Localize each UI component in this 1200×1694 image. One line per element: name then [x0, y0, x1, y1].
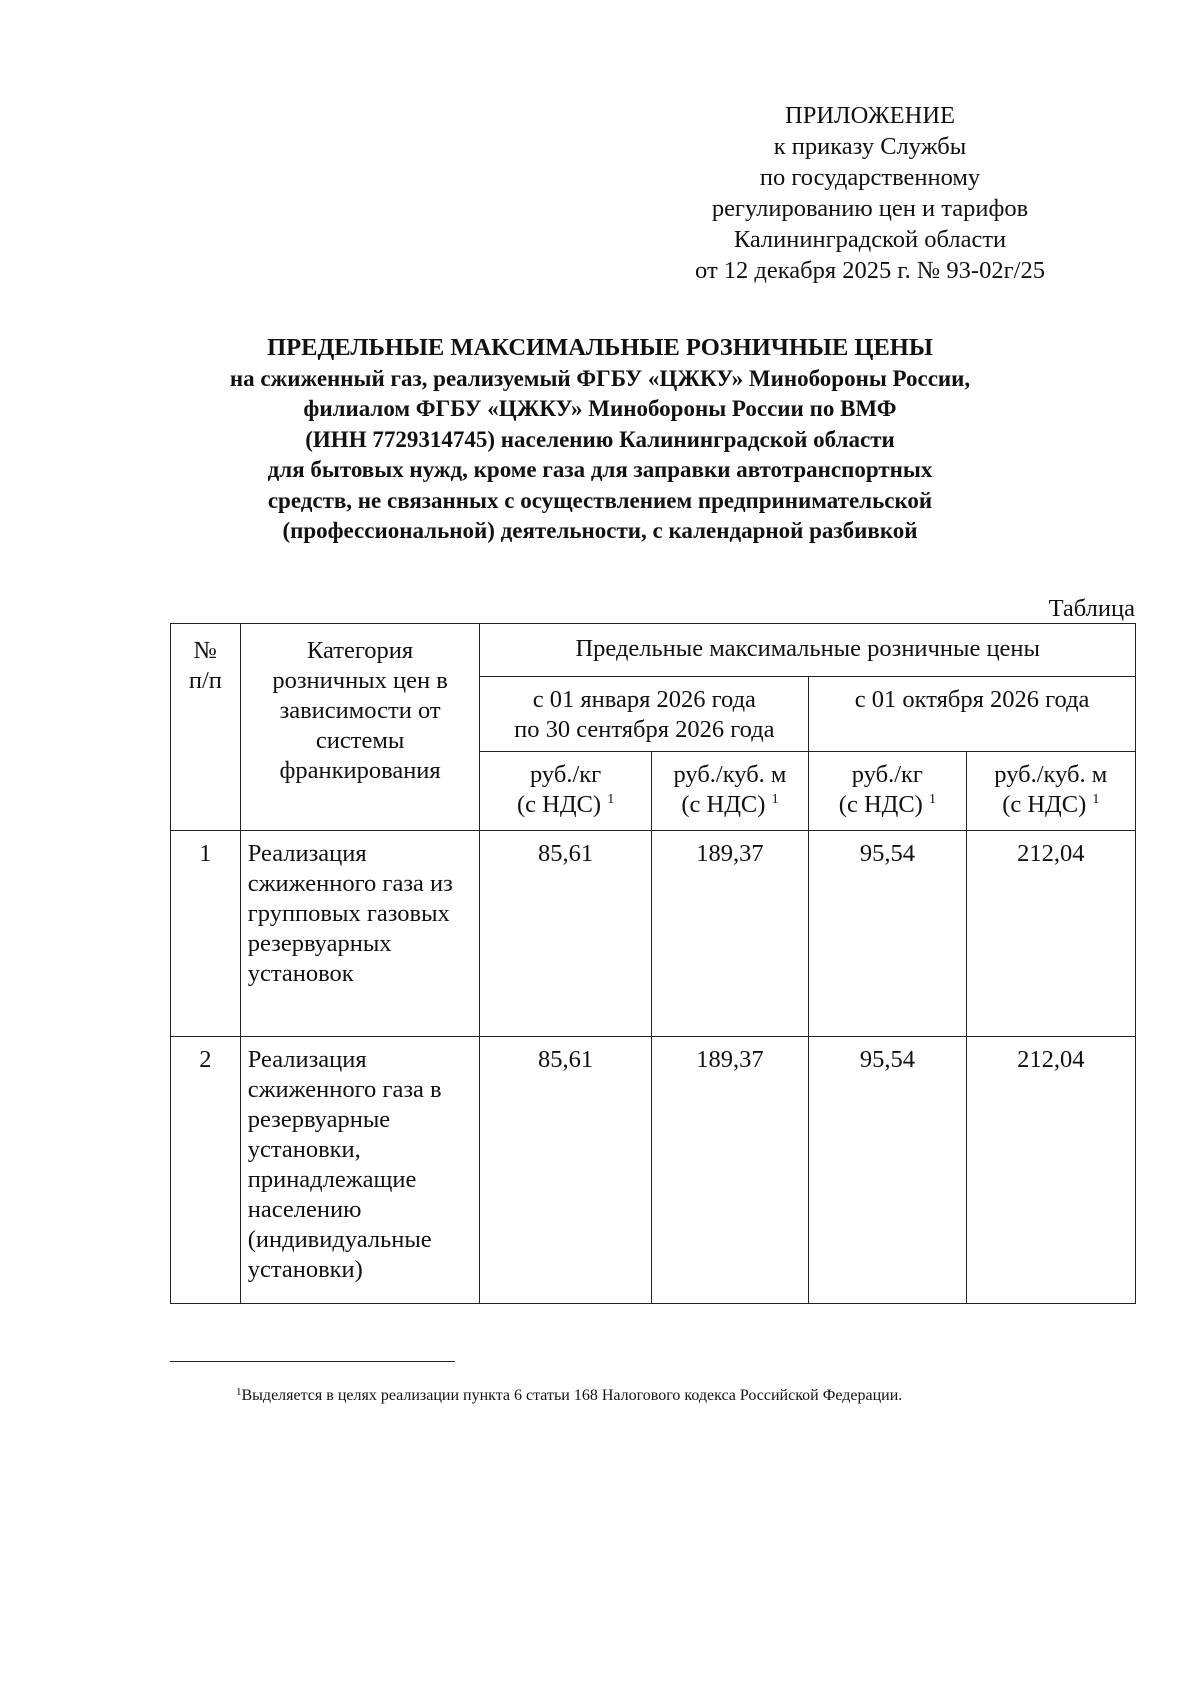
header-unit-kg-period-1: руб./кг (с НДС) $^1$ — [480, 752, 651, 831]
row-number: 1 — [171, 831, 241, 1037]
row-category: Реализация сжиженного газа из групповых газовых резервуарных установок — [240, 831, 480, 1037]
price-kg-period-2: 95,54 — [809, 1037, 966, 1304]
footnote-text: Выделяется в целях реализации пункта 6 статьи 168 Налогового кодекса Российской Федерации. — [241, 1387, 903, 1404]
footnote-mark: 1 — [236, 1386, 242, 1398]
header-number: № п/п — [171, 624, 241, 831]
price-m3-period-2: 212,04 — [966, 1037, 1135, 1304]
header-category: Категория розничных цен в зависимости от системы франкирования — [240, 624, 480, 831]
appendix-heading: ПРИЛОЖЕНИЕ — [785, 102, 955, 129]
header-period-2: с 01 октября 2026 года — [809, 677, 1136, 752]
price-m3-period-2: 212,04 — [966, 831, 1135, 1037]
appendix-line: Калининградской области — [733, 226, 1007, 253]
price-kg-period-1: 85,61 — [480, 1037, 651, 1304]
header-period-1: с 01 января 2026 года по 30 сентября 2026 года — [480, 677, 809, 752]
price-m3-period-1: 189,37 — [651, 1037, 808, 1304]
row-category: Реализация сжиженного газа в резервуарные установки, принадлежащие населению (индивидуальные установки) — [240, 1037, 480, 1304]
appendix-date-line: от 12 декабря 2025 г. № 93-02г/25 — [695, 257, 1045, 284]
price-m3-period-1: 189,37 — [651, 831, 808, 1037]
table-row — [171, 831, 1136, 1037]
title-line: филиалом ФГБУ «ЦЖКУ» Минобороны России по ВМФ — [303, 396, 897, 421]
title-line: средств, не связанных с осуществлением предпринимательской — [267, 487, 933, 513]
price-kg-period-2: 95,54 — [809, 831, 966, 1037]
appendix-block — [660, 100, 1080, 286]
title-line: (профессиональной) деятельности, с календарной разбивкой — [282, 518, 918, 543]
header-unit-m3-period-2: руб./куб. м (с НДС) $^1$ — [966, 752, 1135, 831]
footnote — [236, 1387, 1136, 1405]
title-line: (ИНН 7729314745) населению Калининградской области — [305, 426, 895, 452]
appendix-line: по государственному — [759, 164, 981, 191]
header-unit-m3-period-1: руб./куб. м (с НДС) $^1$ — [651, 752, 808, 831]
appendix-line: регулированию цен и тарифов — [711, 195, 1029, 222]
title-line: на сжиженный газ, реализуемый ФГБУ «ЦЖКУ» Минобороны России, — [229, 365, 971, 391]
appendix-line: к приказу Службы — [773, 133, 967, 160]
price-kg-period-1: 85,61 — [480, 831, 651, 1037]
title-line: для бытовых нужд, кроме газа для заправки автотранспортных — [267, 457, 933, 482]
footnote-divider — [170, 1361, 455, 1362]
row-number: 2 — [171, 1037, 241, 1304]
header-price-group: Предельные максимальные розничные цены — [480, 624, 1136, 677]
table-row — [171, 1037, 1136, 1304]
document-title — [100, 333, 1100, 547]
header-unit-kg-period-2: руб./кг (с НДС) $^1$ — [809, 752, 966, 831]
table-caption: Таблица — [1048, 595, 1135, 622]
price-table — [170, 623, 1136, 1304]
title-main: ПРЕДЕЛЬНЫЕ МАКСИМАЛЬНЫЕ РОЗНИЧНЫЕ ЦЕНЫ — [267, 334, 933, 361]
